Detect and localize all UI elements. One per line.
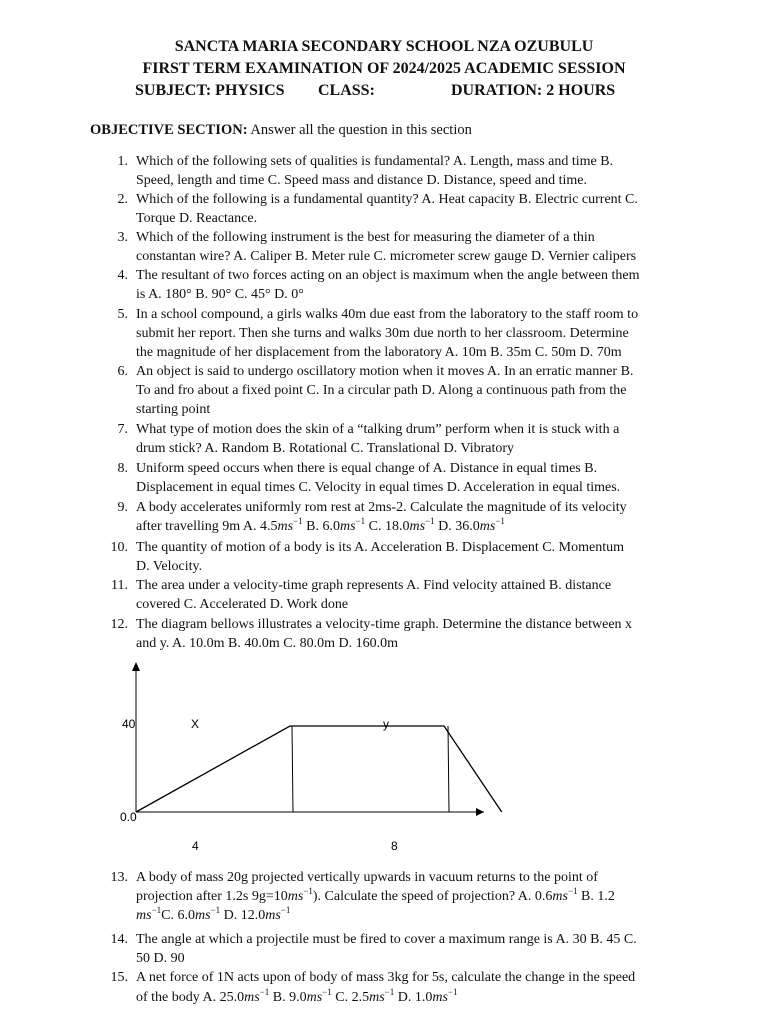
question-number: 15. xyxy=(110,970,128,985)
unit-ms: ms xyxy=(277,519,294,534)
unit-ms: ms xyxy=(409,519,426,534)
unit-exp: −1 xyxy=(322,987,332,997)
y-axis-arrow xyxy=(132,662,140,671)
velocity-time-graph xyxy=(100,658,500,858)
unit-exp: −1 xyxy=(280,905,291,915)
question-text-line: submit her report. Then she turns and walks 30m due north to her classroom. Determine xyxy=(136,326,629,341)
q15-opt-b: B. 9.0 xyxy=(269,990,307,1005)
question-text-line: The angle at which a projectile must be fired to cover a maximum range is A. 30 B. 45 C. xyxy=(136,932,637,947)
x-dropline xyxy=(292,726,293,812)
unit-ms: ms xyxy=(287,889,304,904)
unit-ms: ms xyxy=(136,908,152,923)
question-text-line: Speed, length and time C. Speed mass and distance D. Distance, speed and time. xyxy=(136,173,588,188)
q13-line2 xyxy=(136,887,681,906)
question-text-line: 50 D. 90 xyxy=(136,951,185,966)
question-number: 10. xyxy=(110,540,128,555)
question-number: 1. xyxy=(117,154,128,169)
question-text-line: The quantity of motion of a body is its A. Acceleration B. Displacement C. Momentum xyxy=(136,540,624,555)
q15-opt-c: C. 2.5 xyxy=(331,990,370,1005)
unit-ms: ms xyxy=(265,908,281,923)
unit-ms: ms xyxy=(340,519,356,534)
unit-exp: −1 xyxy=(355,516,366,526)
question-number: 5. xyxy=(117,307,128,322)
q13-line3 xyxy=(136,906,681,925)
subject-line xyxy=(0,80,768,102)
question-text-line: drum stick? A. Random B. Rotational C. Translational D. Vibratory xyxy=(136,441,515,456)
q9-opt-c: C. 18.0 xyxy=(365,519,410,534)
velocity-line xyxy=(136,726,502,812)
unit-ms: ms xyxy=(194,908,211,923)
x-axis-arrow xyxy=(476,808,484,816)
class-label: CLASS: xyxy=(318,82,375,99)
question-text-line: The area under a velocity-time graph represents A. Find velocity attained B. distance xyxy=(136,578,612,593)
graph-svg xyxy=(100,658,500,858)
y-tick-40: 40 xyxy=(122,717,136,731)
question-text-line: Torque D. Reactance. xyxy=(136,211,258,226)
q13-line1: A body of mass 20g projected vertically upwards in vacuum returns to the point of xyxy=(136,870,598,885)
question-text-line: covered C. Accelerated D. Work done xyxy=(136,597,349,612)
unit-exp: −1 xyxy=(495,516,505,526)
unit-exp: −1 xyxy=(259,987,270,997)
question-number: 4. xyxy=(117,268,128,283)
question-number: 9. xyxy=(117,500,128,515)
question-text-line: Which of the following instrument is the best for measuring the diameter of a thin xyxy=(136,230,595,245)
q9-opt-b: B. 6.0 xyxy=(302,519,341,534)
duration-label: DURATION: 2 HOURS xyxy=(451,82,616,99)
section-title: OBJECTIVE SECTION: xyxy=(90,122,248,138)
subject-label: SUBJECT: PHYSICS xyxy=(135,82,285,99)
question-text-line: constantan wire? A. Caliper B. Meter rule C. micrometer screw gauge D. Vernier calipers xyxy=(136,249,637,264)
point-y-label: y xyxy=(383,717,389,731)
question-text-line: In a school compound, a girls walks 40m due east from the laboratory to the staff room to xyxy=(136,307,639,322)
point-x-label: X xyxy=(191,717,200,731)
question-number: 8. xyxy=(117,461,128,476)
question-text-line: is A. 180° B. 90° C. 45° D. 0° xyxy=(136,287,304,302)
exam-title: FIRST TERM EXAMINATION OF 2024/2025 ACADEMIC SESSION xyxy=(142,60,626,77)
unit-ms: ms xyxy=(552,889,568,904)
q15-opt-d: D. 1.0 xyxy=(394,990,433,1005)
q15-opt-a: of the body A. 25.0 xyxy=(136,990,245,1005)
unit-ms: ms xyxy=(306,990,323,1005)
q9-opt-d: D. 36.0 xyxy=(434,519,480,534)
q9-opt-a: after travelling 9m A. 4.5 xyxy=(136,519,278,534)
section-instruction: Answer all the question in this section xyxy=(247,122,472,138)
question-text-line: Uniform speed occurs when there is equal change of A. Distance in equal times B. xyxy=(136,461,598,476)
x-tick-4: 4 xyxy=(192,839,199,853)
q13-l2c: B. 1.2 xyxy=(577,889,615,904)
question-text-line: To and fro about a fixed point C. In a circular path D. Along a continuous path from the xyxy=(136,383,627,398)
question-text-line: the magnitude of her displacement from the laboratory A. 10m B. 35m C. 50m D. 70m xyxy=(136,345,622,360)
unit-ms: ms xyxy=(479,519,496,534)
x-tick-8: 8 xyxy=(391,839,398,853)
unit-exp: −1 xyxy=(151,905,162,915)
y-dropline xyxy=(448,726,449,812)
question-number: 11. xyxy=(111,578,128,593)
q13-l2a: projection after 1.2s 9g=10 xyxy=(136,889,288,904)
question-text-line: What type of motion does the skin of a “talking drum” perform when it is stuck with a xyxy=(136,422,620,437)
question-text-line: and y. A. 10.0m B. 40.0m C. 80.0m D. 160.0m xyxy=(136,636,398,651)
question-number: 12. xyxy=(110,617,128,632)
q13-l2b: ). Calculate the speed of projection? A. 0.6 xyxy=(312,889,553,904)
question-number: 14. xyxy=(110,932,128,947)
school-name: SANCTA MARIA SECONDARY SCHOOL NZA OZUBULU xyxy=(174,38,594,55)
unit-ms: ms xyxy=(369,990,385,1005)
unit-ms: ms xyxy=(244,990,260,1005)
question-number: 6. xyxy=(117,364,128,379)
question-text-line: A net force of 1N acts upon of body of mass 3kg for 5s, calculate the change in the speed xyxy=(136,970,636,985)
unit-exp: −1 xyxy=(293,516,303,526)
question-text-line: starting point xyxy=(136,402,211,417)
q13-number: 13. xyxy=(110,870,128,885)
q13-l3b: D. 12.0 xyxy=(220,908,266,923)
question-text-line: Which of the following sets of qualities is fundamental? A. Length, mass and time B. xyxy=(136,154,614,169)
unit-exp: −1 xyxy=(425,516,435,526)
q13-l3a: C. 6.0 xyxy=(161,908,195,923)
exam-header xyxy=(0,36,768,102)
question-text-line: Which of the following is a fundamental quantity? A. Heat capacity B. Electric current C. xyxy=(136,192,638,207)
question-text-line: An object is said to undergo oscillatory motion when it moves A. In an erratic manner B. xyxy=(136,364,634,379)
unit-ms: ms xyxy=(432,990,448,1005)
unit-exp: −1 xyxy=(567,886,578,896)
unit-exp: −1 xyxy=(210,905,221,915)
question-number: 7. xyxy=(117,422,128,437)
question-number: 3. xyxy=(117,230,128,245)
unit-exp: −1 xyxy=(447,987,458,997)
section-heading xyxy=(90,122,472,139)
origin-label: 0.0 xyxy=(120,810,137,824)
question-text-line: D. Velocity. xyxy=(136,559,203,574)
question-text-line: A body accelerates uniformly rom rest at 2ms-2. Calculate the magnitude of its velocity xyxy=(136,500,627,515)
question-number: 2. xyxy=(117,192,128,207)
question-text-line: The diagram bellows illustrates a velocity-time graph. Determine the distance between x xyxy=(136,617,633,632)
unit-exp: −1 xyxy=(384,987,395,997)
question-text-line: The resultant of two forces acting on an object is maximum when the angle between them xyxy=(136,268,640,283)
question-text-line: Displacement in equal times C. Velocity in equal times D. Acceleration in equal times. xyxy=(136,480,621,495)
unit-exp: −1 xyxy=(303,886,313,896)
